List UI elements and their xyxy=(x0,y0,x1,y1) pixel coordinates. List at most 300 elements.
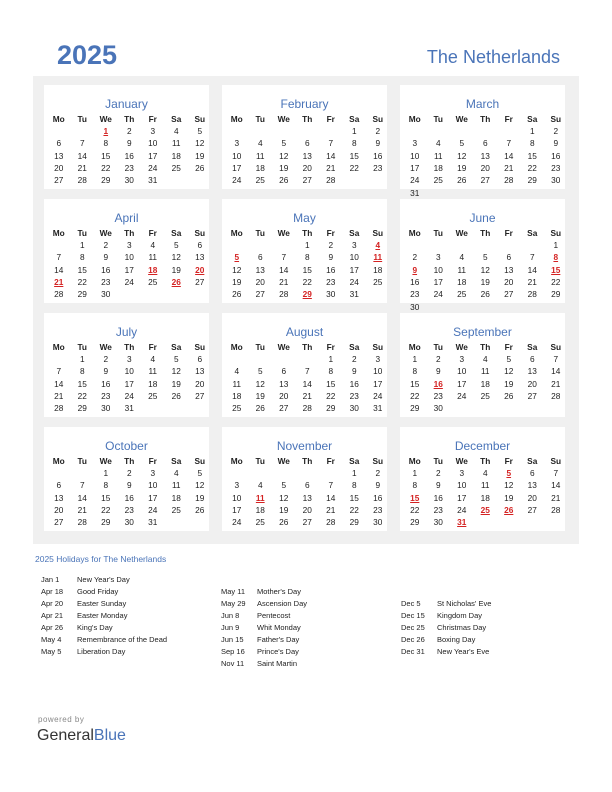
weekday-label: Fr xyxy=(148,228,157,238)
calendar-day: 22 xyxy=(349,504,359,515)
weekday-header xyxy=(44,341,209,353)
holiday-day: 31 xyxy=(457,517,467,528)
holiday-name: New Year's Day xyxy=(77,575,130,584)
calendar-day: 24 xyxy=(457,390,467,401)
calendar-day: 1 xyxy=(328,354,334,364)
calendar-day: 20 xyxy=(527,492,537,503)
calendar-day: 14 xyxy=(527,264,537,275)
calendar-day: 13 xyxy=(54,150,64,161)
calendar-day: 15 xyxy=(527,150,537,161)
holiday-date: Dec 25 xyxy=(401,623,425,632)
calendar-day: 16 xyxy=(433,492,443,503)
weekday-label: Mo xyxy=(52,342,65,352)
holiday-day: 8 xyxy=(553,252,559,263)
calendar-day: 3 xyxy=(234,480,240,491)
weekday-label: Sa xyxy=(349,114,360,124)
calendar-day: 10 xyxy=(410,150,420,161)
calendar-day: 18 xyxy=(480,492,490,503)
weekday-label: Th xyxy=(302,456,313,466)
weekday-label: Su xyxy=(372,342,384,352)
calendar-day: 29 xyxy=(551,289,561,300)
weekday-label: Th xyxy=(124,228,135,238)
weekday-label: Mo xyxy=(408,342,421,352)
calendar-day: 7 xyxy=(529,252,535,263)
calendar-day: 8 xyxy=(351,480,357,491)
calendar-day: 14 xyxy=(551,480,561,491)
weekday-label: Sa xyxy=(527,114,538,124)
calendar-day: 12 xyxy=(480,264,490,275)
calendar-day: 25 xyxy=(255,175,265,186)
calendar-day: 21 xyxy=(551,378,561,389)
weekday-label: Sa xyxy=(171,342,182,352)
calendar-day: 6 xyxy=(281,366,287,377)
holiday-date: Dec 26 xyxy=(401,635,425,644)
calendar-day: 3 xyxy=(126,240,132,250)
calendar-day: 22 xyxy=(326,390,336,401)
calendar-day: 3 xyxy=(126,354,132,364)
calendar-day: 26 xyxy=(195,162,205,173)
calendar-day: 30 xyxy=(349,403,359,414)
calendar-day: 13 xyxy=(54,492,64,503)
calendar-day: 12 xyxy=(279,150,289,161)
holiday-date: Nov 11 xyxy=(221,659,245,668)
weekday-label: Mo xyxy=(52,228,65,238)
calendar-day: 30 xyxy=(433,403,443,414)
calendar-day: 26 xyxy=(195,504,205,515)
calendar-day: 31 xyxy=(124,403,134,414)
calendar-day: 25 xyxy=(480,390,490,401)
calendar-day: 6 xyxy=(56,480,62,491)
month-march xyxy=(400,85,565,198)
calendar-day: 9 xyxy=(351,366,357,377)
calendar-day: 30 xyxy=(433,517,443,528)
holiday-name: Easter Monday xyxy=(77,611,128,620)
weekday-label: Sa xyxy=(349,456,360,466)
calendar-day: 20 xyxy=(480,162,490,173)
calendar-day: 26 xyxy=(279,517,289,528)
calendar-day: 18 xyxy=(255,162,265,173)
calendar-day: 23 xyxy=(124,504,134,515)
calendar-day: 6 xyxy=(304,138,310,149)
calendar-day: 28 xyxy=(77,175,87,186)
holiday-day: 1 xyxy=(103,126,109,136)
weekday-header xyxy=(400,227,565,239)
calendar-day: 25 xyxy=(433,175,443,186)
calendar-day: 6 xyxy=(56,138,62,149)
calendar-day: 27 xyxy=(195,390,205,401)
calendar-day: 20 xyxy=(302,504,312,515)
calendar-day: 2 xyxy=(553,126,559,136)
calendar-day: 20 xyxy=(54,504,64,515)
calendar-day: 23 xyxy=(410,289,420,300)
calendar-day: 20 xyxy=(195,378,205,389)
holiday-name: Kingdom Day xyxy=(437,611,483,620)
calendar-day: 24 xyxy=(232,175,242,186)
holiday-date: Apr 20 xyxy=(41,599,64,608)
calendar-day: 11 xyxy=(255,150,265,161)
calendar-day: 9 xyxy=(126,480,132,491)
weekday-label: We xyxy=(277,114,290,124)
weekday-label: Fr xyxy=(148,114,157,124)
calendar-day: 2 xyxy=(412,252,418,263)
calendar-day: 13 xyxy=(302,492,312,503)
weekday-label: Su xyxy=(194,114,206,124)
calendar-day: 14 xyxy=(77,492,87,503)
calendar-day: 5 xyxy=(197,126,203,136)
calendar-day: 22 xyxy=(349,162,359,173)
weekday-label: Su xyxy=(550,228,562,238)
calendar-day: 21 xyxy=(504,162,514,173)
holiday-date: May 29 xyxy=(221,599,246,608)
calendar-day: 3 xyxy=(459,354,465,364)
calendar-day: 24 xyxy=(433,289,443,300)
calendar-day: 23 xyxy=(433,390,443,401)
calendar-day: 15 xyxy=(410,378,420,389)
calendar-day: 27 xyxy=(255,289,265,300)
weekday-header xyxy=(400,341,565,353)
calendar-day: 9 xyxy=(553,138,559,149)
calendar-day: 21 xyxy=(54,390,64,401)
month-name: August xyxy=(285,325,324,339)
calendar-day: 19 xyxy=(279,162,289,173)
holiday-name: St Nicholas' Eve xyxy=(437,599,492,608)
calendar-day: 20 xyxy=(504,276,514,287)
calendar-day: 26 xyxy=(504,390,514,401)
calendar-day: 7 xyxy=(553,468,559,478)
holiday-name: Mother's Day xyxy=(257,587,301,596)
calendar-day: 14 xyxy=(326,150,336,161)
calendar-day: 5 xyxy=(459,138,465,149)
weekday-label: Th xyxy=(480,456,491,466)
calendar-day: 15 xyxy=(101,492,111,503)
calendar-day: 31 xyxy=(373,403,383,414)
weekday-label: Fr xyxy=(504,228,513,238)
weekday-label: Th xyxy=(302,228,313,238)
calendar-day: 28 xyxy=(279,289,289,300)
calendar-day: 13 xyxy=(302,150,312,161)
calendar-day: 4 xyxy=(173,468,179,478)
calendar-day: 31 xyxy=(349,289,359,300)
calendar-day: 22 xyxy=(77,276,87,287)
calendar-day: 18 xyxy=(255,504,265,515)
holiday-day: 29 xyxy=(302,289,312,300)
calendar-day: 13 xyxy=(527,366,537,377)
weekday-label: Tu xyxy=(433,228,444,238)
month-name: November xyxy=(276,439,333,453)
calendar-day: 21 xyxy=(77,504,87,515)
calendar-day: 10 xyxy=(232,492,242,503)
calendar-day: 22 xyxy=(551,276,561,287)
calendar-day: 24 xyxy=(349,276,359,287)
calendar-day: 31 xyxy=(148,517,158,528)
calendar-day: 17 xyxy=(349,264,359,275)
calendar-day: 28 xyxy=(527,289,537,300)
calendar-day: 7 xyxy=(56,366,62,377)
calendar-day: 6 xyxy=(529,354,535,364)
calendar-day: 7 xyxy=(304,366,310,377)
calendar-day: 9 xyxy=(435,366,441,377)
month-july xyxy=(44,313,209,417)
weekday-label: Fr xyxy=(504,114,513,124)
calendar-day: 1 xyxy=(553,240,559,250)
weekday-label: Th xyxy=(480,342,491,352)
calendar-day: 23 xyxy=(433,504,443,515)
calendar-day: 12 xyxy=(504,480,514,491)
calendar-day: 18 xyxy=(171,150,181,161)
calendar-day: 17 xyxy=(373,378,383,389)
holidays-title: 2025 Holidays for The Netherlands xyxy=(35,554,167,564)
calendar-day: 17 xyxy=(124,378,134,389)
month-name: February xyxy=(280,97,329,111)
weekday-label: We xyxy=(99,228,112,238)
month-november xyxy=(222,427,387,531)
weekday-label: Mo xyxy=(230,114,243,124)
calendar-day: 15 xyxy=(101,150,111,161)
calendar-day: 13 xyxy=(195,252,205,263)
calendar-day: 5 xyxy=(482,252,488,263)
holiday-name: Prince's Day xyxy=(257,647,299,656)
calendar-day: 29 xyxy=(101,175,111,186)
weekday-label: Fr xyxy=(326,228,335,238)
calendar-day: 22 xyxy=(410,504,420,515)
calendar-day: 6 xyxy=(197,240,203,250)
calendar-day: 14 xyxy=(551,366,561,377)
calendar-day: 16 xyxy=(349,378,359,389)
calendar-day: 9 xyxy=(103,366,109,377)
calendar-day: 20 xyxy=(54,162,64,173)
calendar-day: 4 xyxy=(257,138,263,149)
month-september xyxy=(400,313,565,417)
calendar-day: 30 xyxy=(101,403,111,414)
weekday-label: Tu xyxy=(77,114,88,124)
weekday-label: We xyxy=(277,342,290,352)
calendar-day: 18 xyxy=(148,378,158,389)
calendar-day: 24 xyxy=(232,517,242,528)
weekday-label: Tu xyxy=(255,342,266,352)
weekday-label: Fr xyxy=(326,114,335,124)
calendar-day: 2 xyxy=(103,354,109,364)
calendar-day: 21 xyxy=(302,390,312,401)
calendar-day: 17 xyxy=(433,276,443,287)
calendar-day: 25 xyxy=(457,289,467,300)
weekday-label: Su xyxy=(550,342,562,352)
calendar-day: 25 xyxy=(171,162,181,173)
calendar-day: 5 xyxy=(197,468,203,478)
calendar-day: 5 xyxy=(173,354,179,364)
calendar-day: 2 xyxy=(435,354,441,364)
calendar-day: 23 xyxy=(101,390,111,401)
calendar-day: 7 xyxy=(79,138,85,149)
brand-general: General xyxy=(37,727,94,744)
calendar-day: 25 xyxy=(232,403,242,414)
calendar-day: 3 xyxy=(351,240,357,250)
calendar-day: 30 xyxy=(124,517,134,528)
weekday-label: Su xyxy=(194,342,206,352)
calendar-day: 8 xyxy=(412,480,418,491)
calendar-day: 18 xyxy=(480,378,490,389)
holiday-date: Dec 5 xyxy=(401,599,421,608)
holiday-day: 4 xyxy=(375,240,381,250)
calendar-day: 6 xyxy=(257,252,263,263)
month-name: September xyxy=(453,325,512,339)
calendar-day: 11 xyxy=(232,378,242,389)
calendar-day: 20 xyxy=(255,276,265,287)
weekday-header xyxy=(222,227,387,239)
calendar-day: 3 xyxy=(412,138,418,149)
calendar-day: 9 xyxy=(103,252,109,263)
calendar-day: 23 xyxy=(326,276,336,287)
calendar-day: 30 xyxy=(124,175,134,186)
calendar-day: 26 xyxy=(232,289,242,300)
calendar-day: 7 xyxy=(328,480,334,491)
calendar-day: 19 xyxy=(195,150,205,161)
calendar-day: 6 xyxy=(506,252,512,263)
month-august xyxy=(222,313,387,417)
calendar-day: 21 xyxy=(326,504,336,515)
holiday-day: 26 xyxy=(171,276,181,287)
calendar-day: 11 xyxy=(480,480,490,491)
calendar-day: 18 xyxy=(457,276,467,287)
calendar-day: 13 xyxy=(255,264,265,275)
calendar-day: 19 xyxy=(255,390,265,401)
calendar-day: 15 xyxy=(326,378,336,389)
calendar-day: 8 xyxy=(304,252,310,263)
holiday-name: King's Day xyxy=(77,623,113,632)
holiday-name: Easter Sunday xyxy=(77,599,127,608)
calendar-day: 1 xyxy=(529,126,535,136)
calendar-day: 13 xyxy=(504,264,514,275)
month-january xyxy=(44,85,209,189)
holiday-name: Saint Martin xyxy=(257,659,298,668)
calendar-day: 16 xyxy=(124,150,134,161)
weekday-label: We xyxy=(455,228,468,238)
calendar-day: 21 xyxy=(326,162,336,173)
calendar-day: 8 xyxy=(412,366,418,377)
calendar-day: 1 xyxy=(351,126,357,136)
holiday-name: Remembrance of the Dead xyxy=(77,635,168,644)
month-name: January xyxy=(105,97,148,111)
calendar-day: 13 xyxy=(480,150,490,161)
calendar-day: 8 xyxy=(103,480,109,491)
calendar-day: 28 xyxy=(504,175,514,186)
calendar-day: 27 xyxy=(527,390,537,401)
calendar-day: 10 xyxy=(457,366,467,377)
calendar-day: 5 xyxy=(281,138,287,149)
calendar-day: 28 xyxy=(551,504,561,515)
weekday-label: We xyxy=(277,228,290,238)
year-title: 2025 xyxy=(57,40,118,70)
calendar-day: 26 xyxy=(255,403,265,414)
calendar-day: 16 xyxy=(124,492,134,503)
month-name: May xyxy=(293,211,316,225)
calendar-day: 1 xyxy=(304,240,310,250)
calendar-day: 12 xyxy=(232,264,242,275)
calendar-day: 29 xyxy=(101,517,111,528)
calendar-day: 23 xyxy=(124,162,134,173)
calendar-day: 28 xyxy=(326,517,336,528)
calendar-day: 28 xyxy=(326,175,336,186)
calendar-day: 30 xyxy=(551,175,561,186)
calendar-day: 15 xyxy=(302,264,312,275)
calendar-day: 14 xyxy=(326,492,336,503)
calendar-day: 27 xyxy=(480,175,490,186)
calendar-day: 21 xyxy=(77,162,87,173)
holiday-date: Jan 1 xyxy=(41,575,60,584)
calendar-day: 23 xyxy=(349,390,359,401)
weekday-label: Sa xyxy=(527,456,538,466)
weekday-label: Su xyxy=(194,228,206,238)
calendar-day: 4 xyxy=(150,354,156,364)
calendar-day: 12 xyxy=(171,252,181,263)
weekday-label: Tu xyxy=(77,456,88,466)
weekday-label: Fr xyxy=(148,342,157,352)
weekday-header xyxy=(400,455,565,467)
calendar-day: 11 xyxy=(433,150,443,161)
weekday-label: Th xyxy=(480,114,491,124)
holiday-day: 21 xyxy=(54,276,64,287)
calendar-day: 9 xyxy=(126,138,132,149)
calendar-day: 10 xyxy=(457,480,467,491)
calendar-day: 4 xyxy=(150,240,156,250)
calendar-day: 12 xyxy=(457,150,467,161)
brand-blue: Blue xyxy=(93,727,126,744)
calendar-day: 27 xyxy=(195,276,205,287)
weekday-label: Tu xyxy=(77,228,88,238)
weekday-label: We xyxy=(455,114,468,124)
calendar-day: 12 xyxy=(195,480,205,491)
holiday-date: Sep 16 xyxy=(221,647,245,656)
calendar-day: 22 xyxy=(302,276,312,287)
calendar-day: 7 xyxy=(79,480,85,491)
weekday-label: Sa xyxy=(171,114,182,124)
calendar-day: 28 xyxy=(77,517,87,528)
calendar-day: 19 xyxy=(480,276,490,287)
calendar-day: 23 xyxy=(551,162,561,173)
calendar-day: 5 xyxy=(257,366,263,377)
holiday-name: Whit Monday xyxy=(257,623,301,632)
calendar-day: 8 xyxy=(328,366,334,377)
calendar-day: 10 xyxy=(124,252,134,263)
holiday-day: 20 xyxy=(195,264,205,275)
holiday-name: Pentecost xyxy=(257,611,291,620)
calendar-day: 16 xyxy=(410,276,420,287)
calendar-day: 9 xyxy=(375,138,381,149)
holiday-date: Jun 15 xyxy=(221,635,244,644)
calendar-day: 27 xyxy=(302,517,312,528)
calendar-day: 25 xyxy=(171,504,181,515)
calendar-day: 14 xyxy=(504,150,514,161)
holiday-day: 18 xyxy=(148,264,158,275)
calendar-day: 18 xyxy=(373,264,383,275)
calendar-day: 21 xyxy=(527,276,537,287)
calendar-day: 7 xyxy=(506,138,512,149)
holiday-date: Apr 18 xyxy=(41,587,64,596)
calendar-day: 25 xyxy=(148,276,158,287)
calendar-day: 7 xyxy=(56,252,62,263)
calendar-day: 27 xyxy=(302,175,312,186)
calendar-day: 17 xyxy=(232,504,242,515)
calendar-day: 9 xyxy=(328,252,334,263)
calendar-day: 19 xyxy=(232,276,242,287)
weekday-label: Tu xyxy=(255,114,266,124)
calendar-day: 25 xyxy=(255,517,265,528)
calendar-day: 6 xyxy=(529,468,535,478)
calendar-day: 29 xyxy=(326,403,336,414)
calendar-day: 2 xyxy=(126,126,132,136)
calendar-day: 30 xyxy=(373,517,383,528)
calendar-day: 29 xyxy=(410,403,420,414)
month-name: July xyxy=(115,325,138,339)
